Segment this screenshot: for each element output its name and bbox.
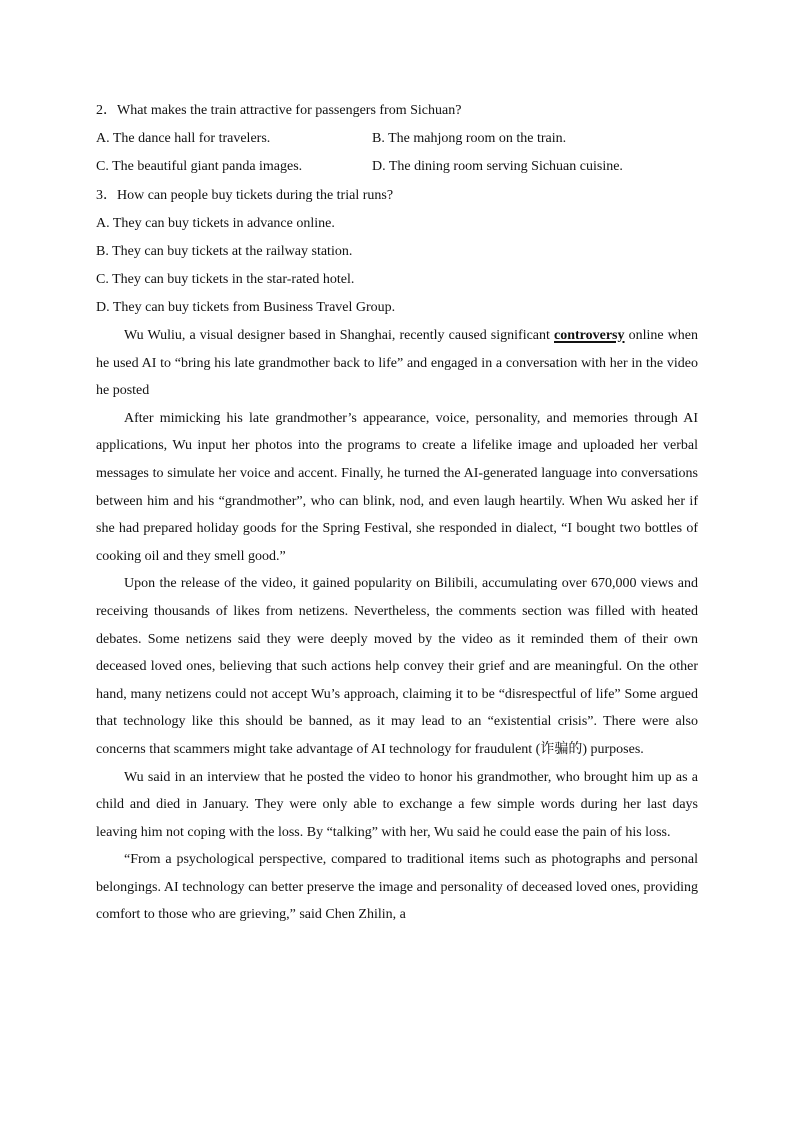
vocabulary-word: controversy	[554, 328, 625, 343]
passage-paragraph-3: Upon the release of the video, it gained popularity on Bilibili, accumulating over 670,000 views and receiving thousands of likes from netizens. Nevertheless, the comments section was filled with heated debates. Some netizens said they were deeply moved by the video as it reminded them of their own deceased loved ones, believing that such actions help convey their grief and are meaningful. On the other hand, many netizens could not accept Wu’s approach, claiming it to be “disrespectful of life” Some argued that technology like this should be banned, as it may lead to an “existential crisis”. There were also concerns that scammers might take advantage of AI technology for fraudulent (诈骗的) purposes.	[96, 576, 698, 757]
passage-paragraph-2: After mimicking his late grandmother’s appearance, voice, personality, and memories through AI applications, Wu input her photos into the programs to create a lifelike image and uploaded her verbal messages to simulate her voice and accent. Finally, he turned the AI-generated language into conversations between him and his “grandmother”, who can blink, nod, and even laugh heartily. When Wu asked her if she had prepared holiday goods for the Spring Festival, she responded in dialect, “I bought two bottles of cooking oil and they smell good.”	[96, 410, 698, 564]
question-2-options-row-2	[96, 153, 698, 181]
question-2-option-a[interactable]: A. The dance hall for travelers.	[96, 131, 271, 146]
question-3-stem: 3．How can people buy tickets during the trial runs?	[96, 188, 394, 203]
question-2-option-d[interactable]: D. The dining room serving Sichuan cuisine.	[372, 159, 623, 174]
passage-paragraph-5: “From a psychological perspective, compared to traditional items such as photographs and personal belongings. AI technology can better preserve the image and personality of deceased loved ones, providing comfort to those who are grieving,” said Chen Zhilin, a	[96, 852, 698, 923]
document-page	[96, 96, 698, 929]
question-2-stem: 2．What makes the train attractive for passengers from Sichuan?	[96, 103, 462, 118]
question-3-option-a[interactable]: A. They can buy tickets in advance online.	[96, 216, 335, 231]
question-2-options-row-1	[96, 125, 698, 153]
passage-paragraph-1	[96, 322, 698, 405]
question-3-option-b[interactable]: B. They can buy tickets at the railway station.	[96, 244, 353, 259]
question-2-option-b[interactable]: B. The mahjong room on the train.	[372, 131, 567, 146]
passage-p1-before: Wu Wuliu, a visual designer based in Shanghai, recently caused significant	[124, 328, 554, 343]
question-3-option-d[interactable]: D. They can buy tickets from Business Travel Group.	[96, 300, 396, 315]
passage-paragraph-4: Wu said in an interview that he posted the video to honor his grandmother, who brought him up as a child and died in January. They were only able to exchange a few simple words during her last days leaving him not coping with the loss. By “talking” with her, Wu said he could ease the pain of his loss.	[96, 769, 698, 840]
question-3-option-c[interactable]: C. They can buy tickets in the star-rated hotel.	[96, 272, 355, 287]
question-2-option-c[interactable]: C. The beautiful giant panda images.	[96, 159, 303, 174]
passage-p1-after: online when he used AI to “bring his late grandmother back to life” and engaged in a conversation with her in the video he posted	[96, 328, 698, 399]
